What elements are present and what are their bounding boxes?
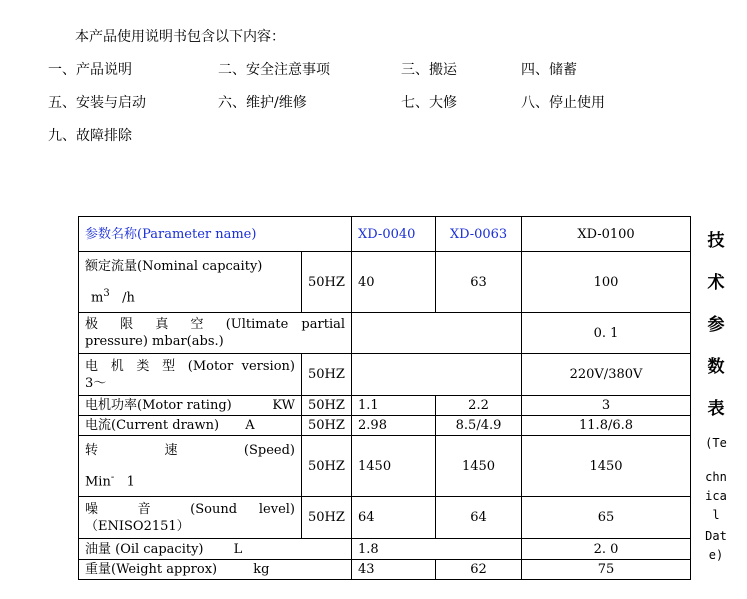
speed-unit: Min- 1 <box>85 471 135 490</box>
vacuum-label-line2: pressure) mbar(abs.) <box>85 334 224 349</box>
side-title-en-6: e) <box>708 548 724 562</box>
noise-value-3: 65 <box>522 497 691 539</box>
flow-value-2: 63 <box>436 252 522 313</box>
vacuum-value-3: 0. 1 <box>522 313 691 354</box>
toc-item-2: 二、安全注意事项 <box>218 62 330 78</box>
side-title-char-1: 技 <box>707 231 725 251</box>
toc-item-7: 七、大修 <box>401 95 457 111</box>
table-header-row <box>79 217 691 252</box>
toc-item-4: 四、储蓄 <box>521 62 577 78</box>
side-title-char-2: 术 <box>707 273 725 293</box>
noise-label-line2: （ENISO2151） <box>85 518 190 534</box>
table-row-speed <box>79 436 691 497</box>
power-value-1: 1.1 <box>352 396 436 416</box>
oil-value-3: 2. 0 <box>522 539 691 560</box>
table-row-noise <box>79 497 691 539</box>
flow-label-cell <box>79 252 302 313</box>
noise-label-line1: 噪 音 (Sound level) <box>85 501 295 517</box>
speed-label: 转 速 (Speed) <box>85 442 295 458</box>
noise-value-1: 64 <box>352 497 436 539</box>
motor-type-value-3: 220V/380V <box>522 354 691 396</box>
power-value-3: 3 <box>522 396 691 416</box>
flow-freq: 50HZ <box>302 252 352 313</box>
current-value-3: 11.8/6.8 <box>522 416 691 436</box>
flow-value-1: 40 <box>352 252 436 313</box>
oil-label-cell <box>79 539 352 560</box>
side-title-en-5: Dat <box>705 529 727 543</box>
current-unit: A <box>245 418 255 433</box>
table-row-weight <box>79 560 691 580</box>
table-row-flow <box>79 252 691 313</box>
current-freq: 50HZ <box>302 416 352 436</box>
side-title-char-5: 表 <box>707 399 725 419</box>
motor-type-freq: 50HZ <box>302 354 352 396</box>
table-row-motor-type <box>79 354 691 396</box>
vacuum-label-cell <box>79 313 352 354</box>
oil-value-12: 1.8 <box>352 539 522 560</box>
header-param-name: 参数名称(Parameter name) <box>79 217 352 252</box>
side-title-en-1: (Te <box>705 436 727 450</box>
noise-freq: 50HZ <box>302 497 352 539</box>
current-label-cell <box>79 416 302 436</box>
spec-table <box>78 216 691 580</box>
weight-label-cell <box>79 560 352 580</box>
motor-type-value-empty <box>352 354 522 396</box>
noise-label-cell <box>79 497 302 539</box>
speed-value-1: 1450 <box>352 436 436 497</box>
power-unit: KW <box>272 398 295 413</box>
motor-type-label-cell <box>79 354 302 396</box>
speed-freq: 50HZ <box>302 436 352 497</box>
speed-value-2: 1450 <box>436 436 522 497</box>
table-row-oil <box>79 539 691 560</box>
toc-item-5: 五、安装与启动 <box>48 95 146 111</box>
oil-label: 油量 (Oil capacity) <box>85 541 204 557</box>
weight-value-2: 62 <box>436 560 522 580</box>
side-title <box>700 0 732 599</box>
header-model-2: XD-0063 <box>436 217 522 252</box>
motor-type-label-line1: 电 机 类 型 (Motor version) <box>85 358 295 374</box>
flow-label: 额定流量(Nominal capcaity) <box>85 258 263 274</box>
toc-item-1: 一、产品说明 <box>48 62 132 78</box>
weight-value-3: 75 <box>522 560 691 580</box>
power-value-2: 2.2 <box>436 396 522 416</box>
speed-label-cell <box>79 436 302 497</box>
table-row-current <box>79 416 691 436</box>
weight-unit: kg <box>253 562 270 577</box>
toc-item-3: 三、搬运 <box>401 62 457 78</box>
flow-value-3: 100 <box>522 252 691 313</box>
flow-unit: $m^3$ /h <box>91 287 135 306</box>
power-label-cell <box>79 396 302 416</box>
side-title-en-2: chn <box>705 470 727 484</box>
toc-item-8: 八、停止使用 <box>521 95 605 111</box>
side-title-char-4: 数 <box>707 357 725 377</box>
toc-item-6: 六、维护/维修 <box>218 95 307 111</box>
speed-value-3: 1450 <box>522 436 691 497</box>
motor-type-label-line2: 3～ <box>85 375 107 391</box>
weight-value-1: 43 <box>352 560 436 580</box>
noise-value-2: 64 <box>436 497 522 539</box>
weight-label: 重量(Weight approx) <box>85 562 218 577</box>
power-label: 电机功率(Motor rating) <box>85 398 232 413</box>
current-value-1: 2.98 <box>352 416 436 436</box>
power-freq: 50HZ <box>302 396 352 416</box>
toc-item-9: 九、故障排除 <box>48 128 132 144</box>
header-model-3: XD-0100 <box>522 217 691 252</box>
table-row-power <box>79 396 691 416</box>
side-title-char-3: 参 <box>707 315 725 335</box>
side-title-en-4: l <box>712 508 720 522</box>
current-value-2: 8.5/4.9 <box>436 416 522 436</box>
vacuum-label-line1: 极 限 真 空 (Ultimate partial <box>85 317 346 332</box>
table-row-vacuum <box>79 313 691 354</box>
vacuum-value-empty <box>352 313 522 354</box>
current-label: 电流(Current drawn) <box>85 418 220 433</box>
header-model-1: XD-0040 <box>352 217 436 252</box>
intro-text: 本产品使用说明书包含以下内容： <box>75 29 285 45</box>
side-title-en-3: ica <box>705 489 727 503</box>
oil-unit: L <box>233 541 243 557</box>
